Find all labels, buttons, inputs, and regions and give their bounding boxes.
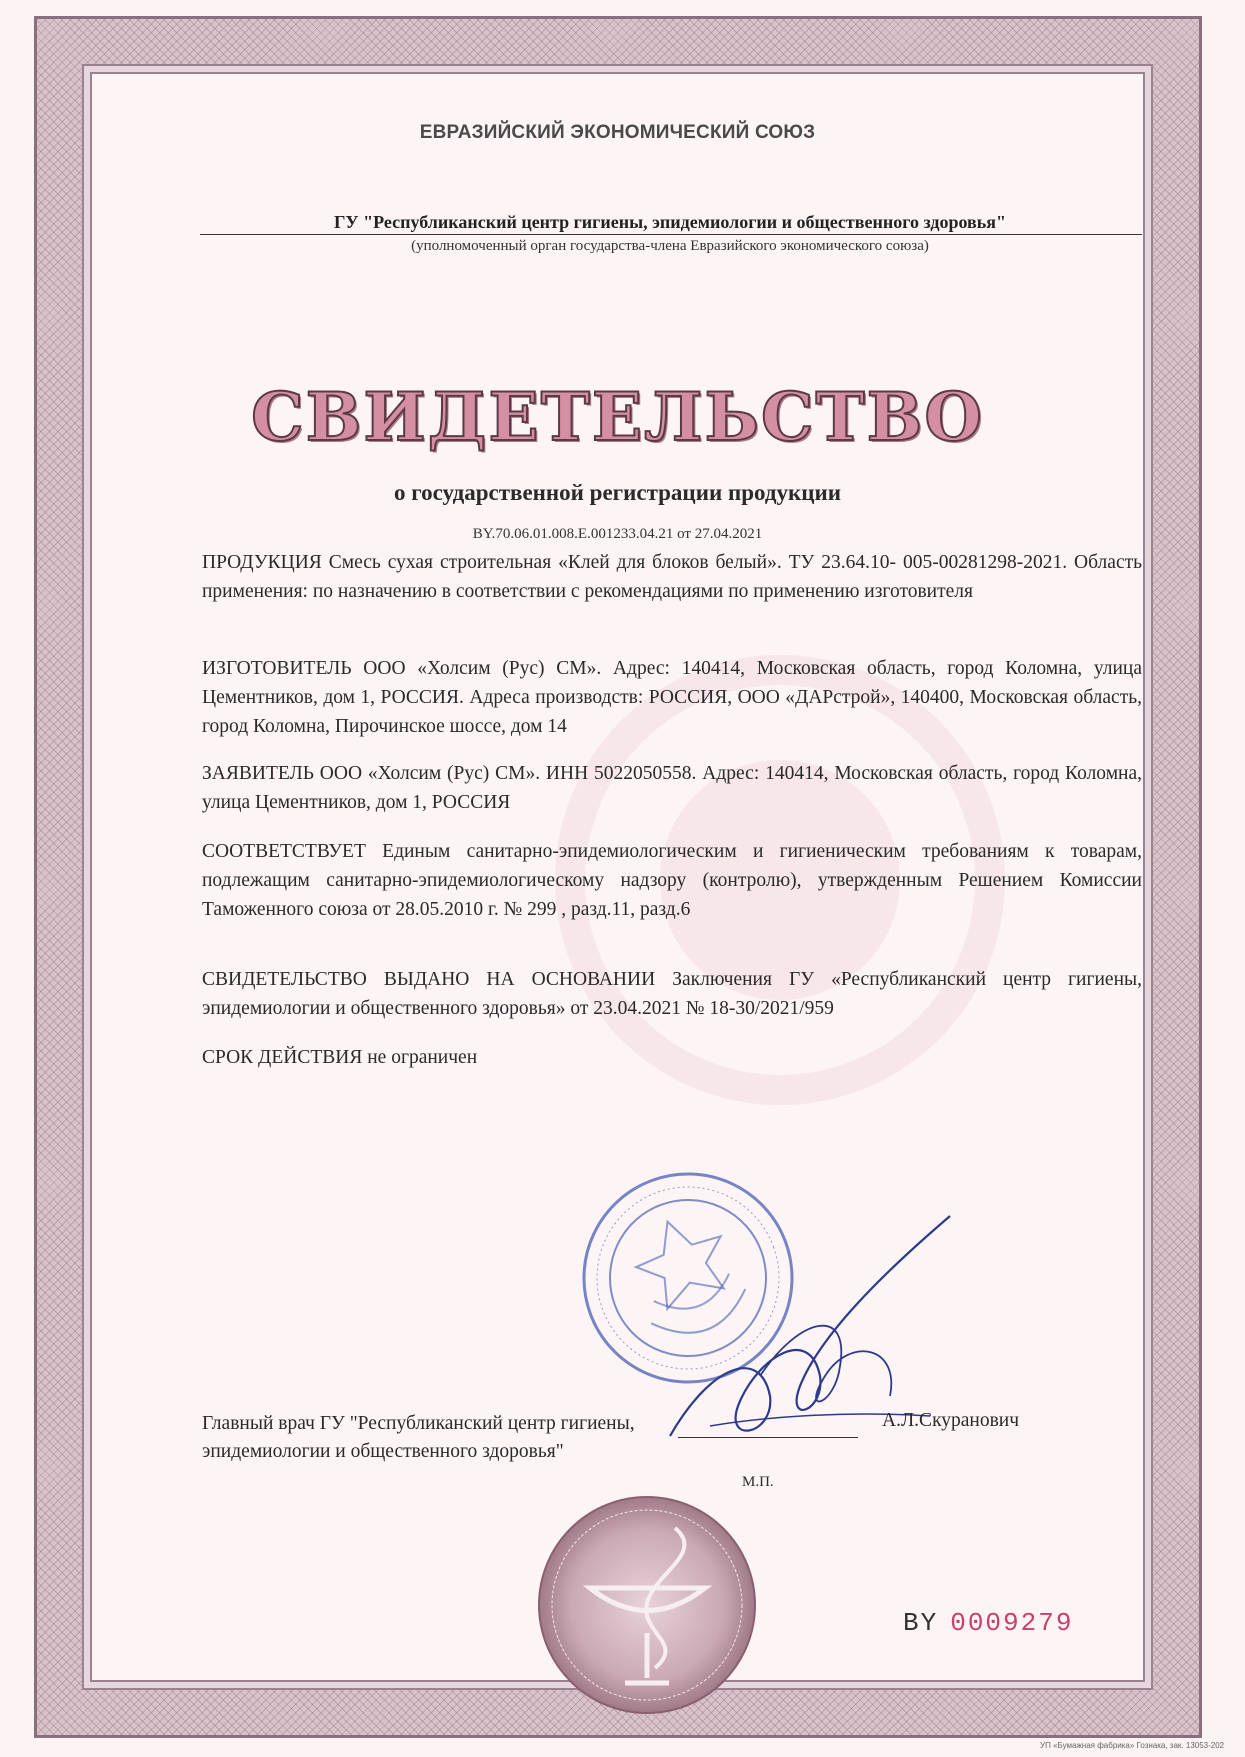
section-label: ИЗГОТОВИТЕЛЬ: [202, 658, 352, 679]
section-label: ПРОДУКЦИЯ: [202, 552, 322, 573]
authority-note: (уполномоченный орган государства-члена Евразийского экономического союза): [411, 238, 929, 254]
authority-underline: [200, 234, 1142, 235]
authority-name: ГУ "Республиканский центр гигиены, эпидемиологии и общественного здоровья": [333, 212, 1006, 232]
union-header: ЕВРАЗИЙСКИЙ ЭКОНОМИЧЕСКИЙ СОЮЗ: [419, 122, 816, 143]
section-text: не ограничен: [367, 1047, 478, 1068]
certificate-title: СВИДЕТЕЛЬСТВО: [251, 378, 984, 456]
section-label: СООТВЕТСТВУЕТ: [202, 841, 366, 862]
hygieia-emblem-icon: [535, 1493, 760, 1718]
registration-number: BY.70.06.01.008.E.001233.04.21 от 27.04.2021: [472, 526, 763, 542]
serial-prefix: BY: [903, 1608, 939, 1638]
section-label: СВИДЕТЕЛЬСТВО ВЫДАНО НА ОСНОВАНИИ: [202, 969, 656, 990]
section-text: Смесь сухая строительная «Клей для блоков белый». ТУ 23.64.10- 005-00281298-2021. Область применения: по назначению в соответствии с рекомендациями по применению изготовителя: [202, 552, 1143, 602]
printer-footer: УП «Бумажная фабрика» Гознака, зак. 13053-202: [1040, 1741, 1225, 1750]
section-applicant: [202, 759, 1142, 817]
signatory-name: А.Л.Скуранович: [882, 1410, 1020, 1431]
serial-number: [903, 1608, 1073, 1638]
stamp-label: М.П.: [742, 1474, 774, 1490]
section-validity: [202, 1043, 1142, 1072]
section-text: Единым санитарно-эпидемиологическим и гигиеническим требованиям к товарам, подлежащим санитарно-эпидемиологическому надзору (контролю), утвержденным Решением Комиссии Таможенного союза от 28.05.2010 г. № 299 , разд.11, разд.6: [202, 841, 1142, 920]
section-label: ЗАЯВИТЕЛЬ: [202, 763, 314, 784]
section-text: ООО «Холсим (Рус) СМ». Адрес: 140414, Московская область, город Коломна, улица Цементников, дом 1, РОССИЯ. Адреса производств: РОССИЯ, ООО «ДАРстрой», 140400, Московская область, город Коломна, Пирочинское шоссе, дом 14: [202, 658, 1142, 737]
section-text: Заключения ГУ «Республиканский центр гигиены, эпидемиологии и общественного здоровья» от 23.04.2021 № 18-30/2021/959: [202, 969, 1142, 1019]
section-manufacturer: [202, 654, 1142, 741]
certificate-subtitle: о государственной регистрации продукции: [394, 480, 841, 505]
signatory-position: Главный врач ГУ "Республиканский центр гигиены, эпидемиологии и общественного здоровья": [202, 1413, 635, 1462]
serial-digits: 0009279: [950, 1608, 1074, 1638]
signature-line: [678, 1437, 858, 1438]
section-label: СРОК ДЕЙСТВИЯ: [202, 1047, 363, 1068]
section-text: ООО «Холсим (Рус) СМ». ИНН 5022050558. Адрес: 140414, Московская область, город Коломна, улица Цементников, дом 1, РОССИЯ: [202, 763, 1142, 813]
section-basis: [202, 965, 1142, 1023]
section-compliance: [202, 837, 1142, 924]
section-product: [202, 548, 1142, 606]
